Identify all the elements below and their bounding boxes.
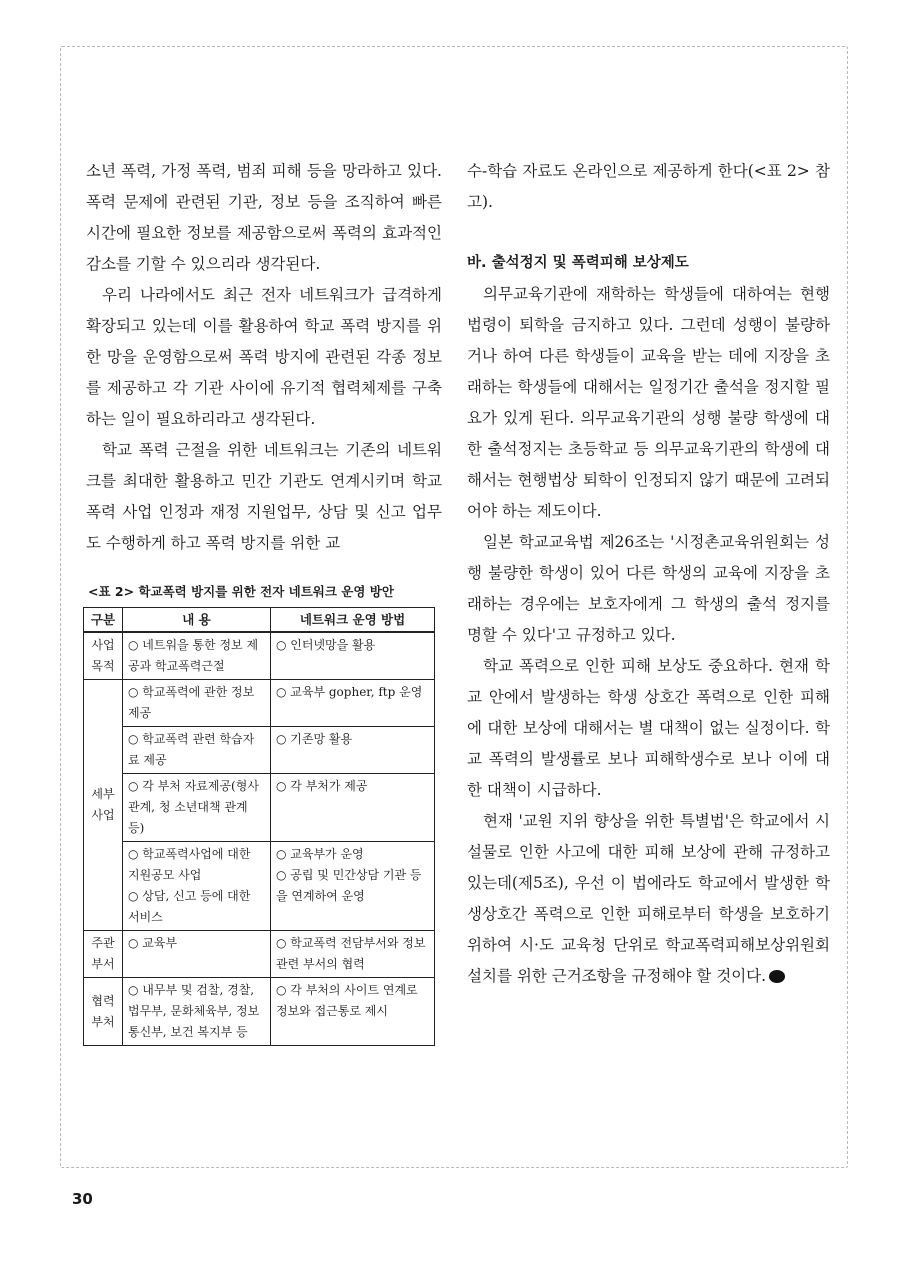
content-item: ○ 네트워을 통한 정보 제공과 학교폭력근절 (128, 638, 259, 673)
final-paragraph-text: 현재 '교원 지위 향상을 위한 특별법'은 학교에서 시설물로 인한 사고에 대한 피해 보상에 관해 규정하고 있는데(제5조), 우선 이 법에라도 학교에서 발생한 학생상호간 폭력으로 인한 피해로부터 학생을 보호하기 위하여 시·도 교육청 단위로 학교폭력피해보상위원회 설치를 위한 근거조항을 규정해야 할 것이다. (467, 812, 830, 985)
content-item: ○ 내무부 및 검찰, 경찰, 법무부, 문화체육부, 정보통신부, 보건 복지부 등 (128, 983, 260, 1039)
paragraph: 소년 폭력, 가정 폭력, 범죄 피해 등을 망라하고 있다. 폭력 문제에 관련된 기관, 정보 등을 조직하여 빠른 시간에 필요한 정보를 제공함으로써 폭력의 효과적인 감소를 기할 수 있으리라 생각된다. (86, 162, 442, 273)
row-method (271, 727, 435, 774)
method-item: ○ 각 부처가 제공 (276, 779, 368, 793)
table-body (84, 632, 435, 1046)
method-item: ○ 학교폭력 전담부서와 정보 관련 부서의 협력 (276, 936, 426, 971)
row-method (271, 931, 435, 978)
table-row (84, 680, 435, 727)
table-caption: <표 2> 학교폭력 방지를 위한 전자 네트워크 운영 방안 (88, 584, 394, 599)
row-content (123, 842, 271, 931)
row-method (271, 774, 435, 842)
paragraph: 우리 나라에서도 최근 전자 네트워크가 급격하게 확장되고 있는데 이를 활용하여 학교 폭력 방지를 위한 망을 운영함으로써 폭력 방지에 관련된 각종 정보를 제공하고 각 기관 사이에 유기적 협력체제를 구축하는 일이 필요하리라고 생각된다. (86, 286, 442, 428)
paragraph: 수-학습 자료도 온라인으로 제공하게 한다(<표 2> 참고). (467, 162, 830, 211)
method-item: ○ 각 부처의 사이트 연계로 정보와 접근통로 제시 (276, 983, 418, 1018)
header-content: 내 용 (123, 608, 271, 633)
row-method (271, 978, 435, 1046)
table-row (84, 978, 435, 1046)
method-item: ○ 교육부 gopher, ftp 운영 (276, 685, 423, 699)
content-item: ○ 학교폭력사업에 대한 지원공모 사업 (128, 847, 251, 882)
table-row (84, 842, 435, 931)
row-content (123, 774, 271, 842)
table-row (84, 632, 435, 680)
content-item: ○ 교육부 (128, 936, 178, 950)
row-category: 사업 목적 (84, 632, 123, 680)
paragraph: 의무교육기관에 재학하는 학생들에 대하여는 현행 법령이 퇴학을 금지하고 있다. 그런데 성행이 불량하거나 하여 다른 학생들이 교육을 받는 데에 지장을 초래하는 학생들에 대해서는 일정기간 출석을 정지할 필요가 있게 된다. 의무교육기관의 성행 불량 학생에 대한 출석정지는 초등학교 등 의무교육기관의 학생에 대해서는 현행법상 퇴학이 인정되지 않기 때문에 고려되어야 하는 제도이다. (467, 285, 830, 520)
table-row (84, 774, 435, 842)
paragraph (467, 806, 830, 992)
method-item: ○ 교육부가 운영 (276, 847, 364, 861)
paragraph: 일본 학교교육법 제26조는 '시정촌교육위원회는 성행 불량한 학생이 있어 다른 학생의 교육에 지장을 초래하는 경우에는 보호자에게 그 학생의 출석 정지를 명할 수 있다'고 규정하고 있다. (467, 533, 830, 644)
header-method: 네트워크 운영 방법 (271, 608, 435, 633)
table-header-row (84, 608, 435, 633)
row-method (271, 842, 435, 931)
row-content (123, 727, 271, 774)
content-item: ○ 각 부처 자료제공(형사관계, 청 소년대책 관계 등) (128, 779, 259, 835)
row-category: 협력 부처 (84, 978, 123, 1046)
page-number: 30 (72, 1190, 93, 1208)
table-row (84, 727, 435, 774)
content-item: ○ 학교폭력 관련 학습자료 제공 (128, 732, 255, 767)
row-content (123, 978, 271, 1046)
row-method (271, 680, 435, 727)
method-item: ○ 공립 및 민간상담 기관 등을 연계하여 운영 (276, 868, 422, 903)
header-category: 구분 (84, 608, 123, 633)
network-plan-table (83, 607, 435, 1046)
row-category: 주관 부서 (84, 931, 123, 978)
content-item: ○ 상담, 신고 등에 대한 서비스 (128, 889, 251, 924)
row-content (123, 680, 271, 727)
row-content (123, 632, 271, 680)
paragraph: 학교 폭력 근절을 위한 네트워크는 기존의 네트워크를 최대한 활용하고 민간 기관도 연계시키며 학교 폭력 사업 인정과 재정 지원업무, 상담 및 신고 업무도 수행하게 하고 폭력 방지를 위한 교 (86, 441, 442, 552)
right-column (467, 156, 830, 992)
paragraph: 학교 폭력으로 인한 피해 보상도 중요하다. 현재 학교 안에서 발생하는 학생 상호간 폭력으로 인한 피해에 대한 보상에 대해서는 별 대책이 없는 실정이다. 학교 폭력의 발생률로 보나 피해학생수로 보나 이에 대한 대책이 시급하다. (467, 657, 830, 799)
table-row (84, 931, 435, 978)
row-content (123, 931, 271, 978)
method-item: ○ 인터넷망을 활용 (276, 638, 376, 652)
row-method (271, 632, 435, 680)
section-heading: 바. 출석정지 및 폭력피해 보상제도 (467, 255, 689, 271)
end-mark-icon (769, 970, 785, 983)
row-category: 세부 사업 (84, 680, 123, 931)
method-item: ○ 기존망 활용 (276, 732, 353, 746)
content-item: ○ 학교폭력에 관한 정보제공 (128, 685, 255, 720)
left-column (86, 156, 442, 559)
